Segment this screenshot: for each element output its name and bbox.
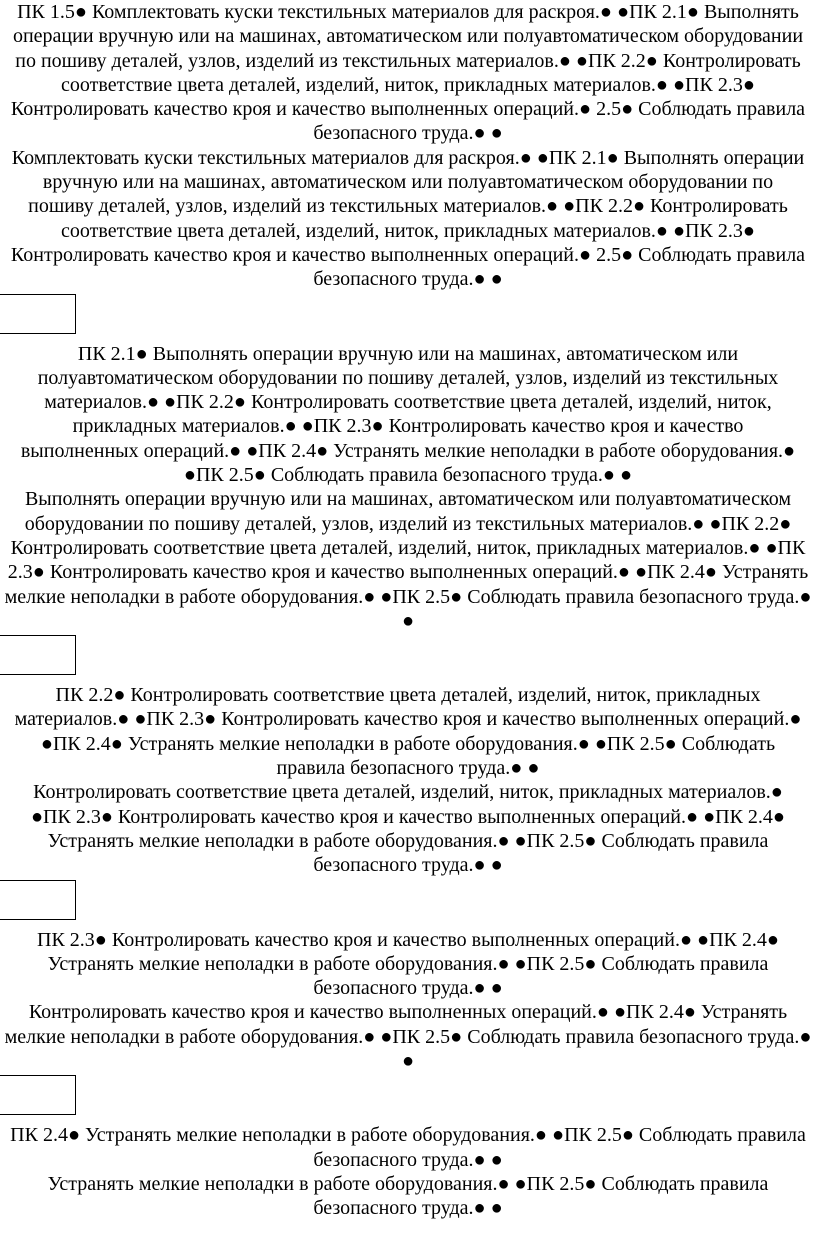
paragraph-pk-2-2-repeat: Контролировать соответствие цвета деталей, изделий, ниток, прикладных материалов.● ●ПК 2.3● Контролировать качество кроя и качество выполненных операций.● ●ПК 2.4● Устранять мелкие неполадки в работе оборудования.● ●ПК 2.5● Соблюдать правила безопасного труда.● ● [30,781,786,877]
paragraph-pk-2-1: ПК 2.1● Выполнять операции вручную или на машинах, автоматическом или полуавтоматическом оборудовании по пошиву деталей, узлов, изделий из текстильных материалов.● ●ПК 2.2● Контролировать соответствие цвета деталей, изделий, ниток, прикладных материалов.● ●ПК 2.3● Контролировать качество кроя и качество выполненных операций.● ●ПК 2.4● Устранять мелкие неполадки в работе оборудования.● ●ПК 2.5● Соблюдать правила безопасного труда.● ● [20,342,796,487]
table-cell-box [0,294,76,334]
table-cell-box [0,880,76,920]
table-cell-box [0,1075,76,1115]
paragraph-pk-2-2: ПК 2.2● Контролировать соответствие цвета деталей, изделий, ниток, прикладных материалов.● ●ПК 2.3● Контролировать качество кроя и качество выполненных операций.● ●ПК 2.4● Устранять мелкие неполадки в работе оборудования.● ●ПК 2.5● Соблюдать правила безопасного труда.● ● [14,684,802,780]
table-cell-box [0,635,76,675]
paragraph-pk-2-1-repeat: Выполнять операции вручную или на машинах, автоматическом или полуавтоматическом оборудовании по пошиву деталей, узлов, изделий из текстильных материалов.● ●ПК 2.2● Контролировать соответствие цвета деталей, изделий, ниток, прикладных материалов.● ●ПК 2.3● Контролировать качество кроя и качество выполненных операций.● ●ПК 2.4● Устранять мелкие неполадки в работе оборудования.● ●ПК 2.5● Соблюдать правила безопасного труда.● ● [4,488,812,632]
paragraph-pk-2-3-repeat: Контролировать качество кроя и качество выполненных операций.● ●ПК 2.4● Устранять мелкие неполадки в работе оборудования.● ●ПК 2.5● Соблюдать правила безопасного труда.● ● [4,1001,812,1072]
paragraph-pk-2-4: ПК 2.4● Устранять мелкие неполадки в работе оборудования.● ●ПК 2.5● Соблюдать правила безопасного труда.● ● [10,1124,806,1171]
paragraph-pk-2-4-repeat: Устранять мелкие неполадки в работе оборудования.● ●ПК 2.5● Соблюдать правила безопасного труда.● ● [47,1172,769,1220]
paragraph-pk-1-5: ПК 1.5● Комплектовать куски текстильных материалов для раскроя.● ●ПК 2.1● Выполнять операции вручную или на машинах, автоматическом или полуавтоматическом оборудовании по пошиву деталей, узлов, изделий из текстильных материалов.● ●ПК 2.2● Контролировать соответствие цвета деталей, изделий, ниток, прикладных материалов.● ●ПК 2.3● Контролировать качество кроя и качество выполненных операций.● 2.5● Соблюдать правила безопасного труда.● ● [10,1,806,145]
paragraph-pk-2-3: ПК 2.3● Контролировать качество кроя и качество выполненных операций.● ●ПК 2.4● Устранять мелкие неполадки в работе оборудования.● ●ПК 2.5● Соблюдать правила безопасного труда.● ● [37,928,779,1000]
paragraph-pk-1-5-repeat: Комплектовать куски текстильных материалов для раскроя.● ●ПК 2.1● Выполнять операции вручную или на машинах, автоматическом или полуавтоматическом оборудовании по пошиву деталей, узлов, изделий из текстильных материалов.● ●ПК 2.2● Контролировать соответствие цвета деталей, изделий, ниток, прикладных материалов.● ●ПК 2.3● Контролировать качество кроя и качество выполненных операций.● 2.5● Соблюдать правила безопасного труда.● ● [10,146,806,291]
